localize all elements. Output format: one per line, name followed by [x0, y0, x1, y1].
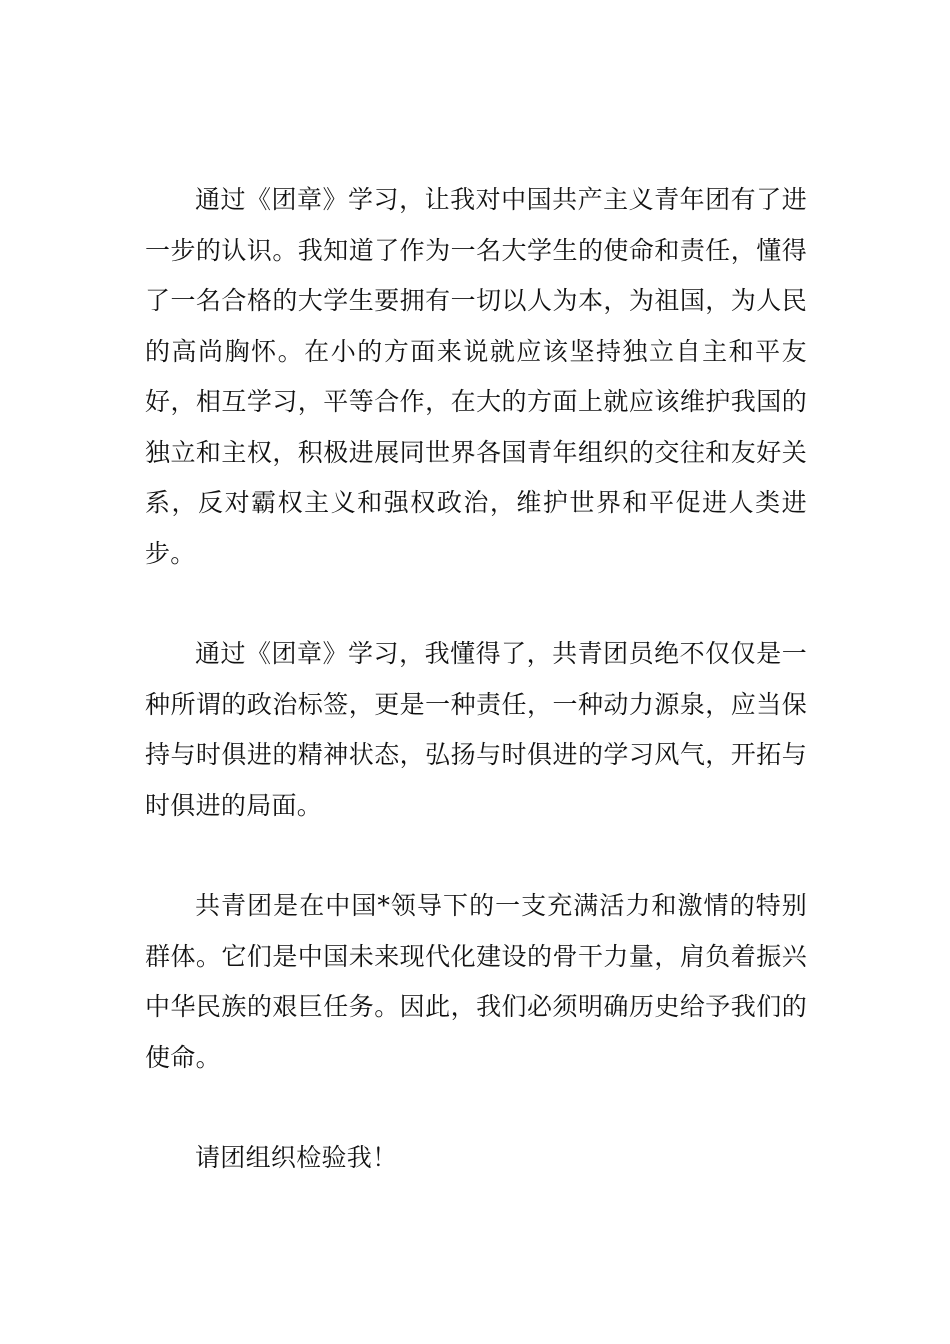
paragraph-4: 请团组织检验我！ [195, 1143, 398, 1172]
paragraph-1: 通过《团章》学习，让我对中国共产主义青年团有了进一步的认识。我知道了作为一名大学生的使命和责任，懂得了一名合格的大学生要拥有一切以人为本，为祖国，为人民的高尚胸怀。在小的方面来说就应该坚持独立自主和平友好，相互学习，平等合作，在大的方面上就应该维护我国的独立和主权，积极进展同世界各国青年组织的交往和友好关系，反对霸权主义和强权政治，维护世界和平促进人类进步。 [145, 185, 807, 568]
paragraph-3: 共青团是在中国*领导下的一支充满活力和激情的特别群体。它们是中国未来现代化建设的骨干力量，肩负着振兴中华民族的艰巨任务。因此，我们必须明确历史给予我们的使命。 [145, 891, 807, 1072]
paragraph-2: 通过《团章》学习，我懂得了，共青团员绝不仅仅是一种所谓的政治标签，更是一种责任，一种动力源泉，应当保持与时俱进的精神状态，弘扬与时俱进的学习风气，开拓与时俱进的局面。 [145, 639, 807, 820]
document-body [145, 175, 807, 1184]
